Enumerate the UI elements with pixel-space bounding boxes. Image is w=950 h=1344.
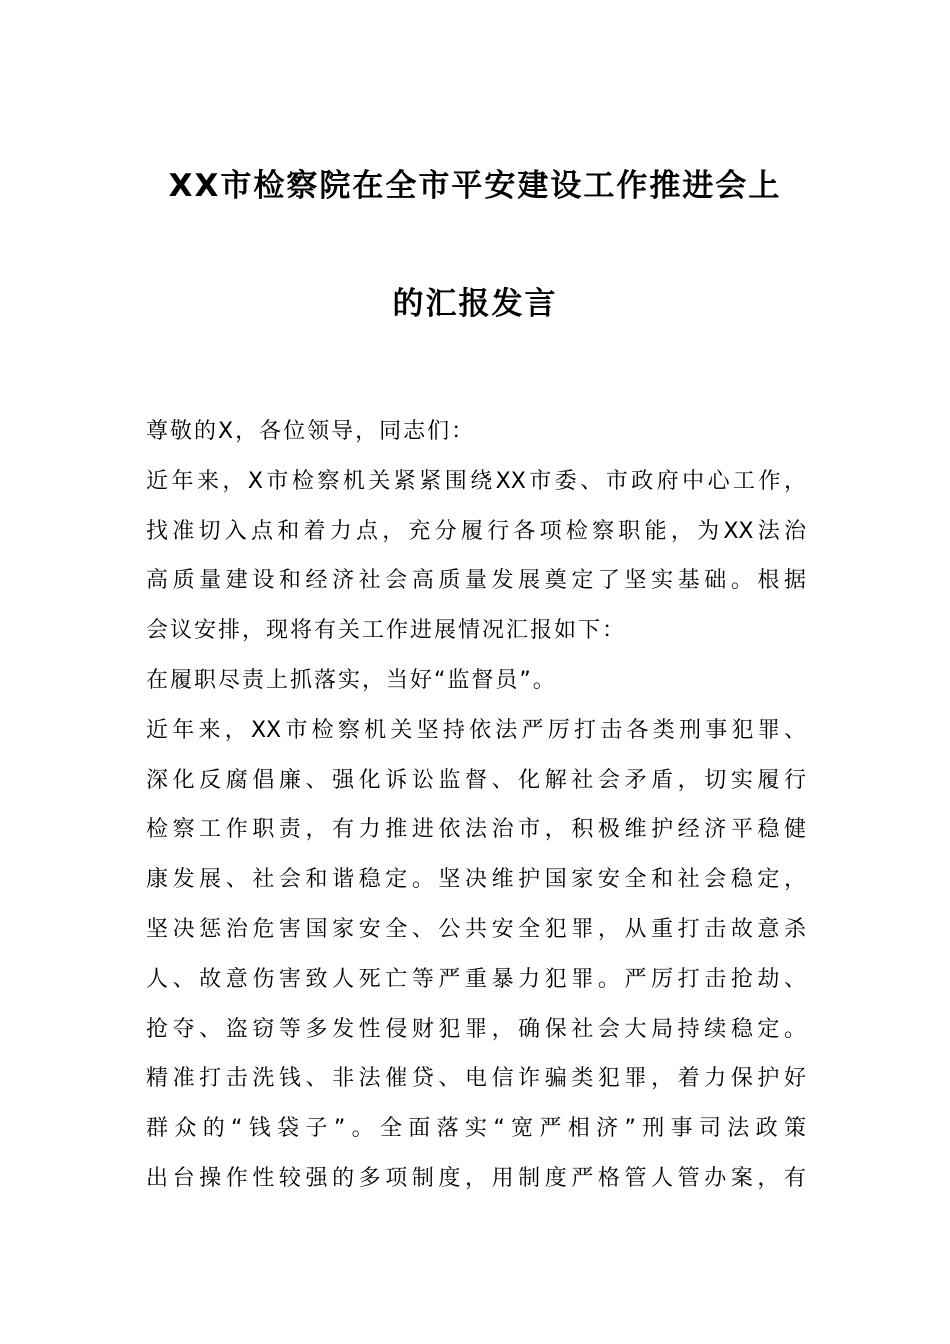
document-title-line-2: 的汇报发言 — [392, 286, 558, 322]
body-line: 会议安排，现将有关工作进展情况汇报如下： — [146, 618, 627, 644]
body-line: 检察工作职责，有力推进依法治市，积极维护经济平稳健 — [146, 817, 806, 843]
body-line: 深化反腐倡廉、强化诉讼监督、化解社会矛盾，切实履行 — [146, 767, 806, 793]
body-line: 高质量建设和经济社会高质量发展奠定了坚实基础。根据 — [146, 568, 806, 594]
document-body — [146, 412, 806, 1209]
salutation: 尊敬的X，各位领导，同志们： — [146, 419, 476, 444]
body-line: 近年来，X市检察机关紧紧围绕XX市委、市政府中心工作， — [146, 468, 806, 494]
body-line: 精准打击洗钱、非法催贷、电信诈骗类犯罪，着力保护好 — [146, 1066, 806, 1092]
body-line: 抢夺、盗窃等多发性侵财犯罪，确保社会大局持续稳定。 — [146, 1016, 806, 1042]
body-line: 近年来，XX市检察机关坚持依法严厉打击各类刑事犯罪、 — [146, 717, 806, 743]
section-heading: 在履职尽责上抓落实，当好“监督员”。 — [146, 667, 557, 693]
body-line: 找准切入点和着力点，充分履行各项检察职能，为XX法治 — [146, 518, 806, 544]
body-line: 坚决惩治危害国家安全、公共安全犯罪，从重打击故意杀 — [146, 916, 806, 942]
body-line: 康发展、社会和谐稳定。坚决维护国家安全和社会稳定， — [146, 867, 806, 893]
document-title-line-1: XX市检察院在全市平安建设工作推进会上 — [168, 168, 782, 204]
body-line: 出台操作性较强的多项制度，用制度严格管人管办案，有 — [146, 1165, 806, 1191]
body-line: 群众的“钱袋子”。全面落实“宽严相济”刑事司法政策 — [146, 1116, 806, 1142]
body-line: 人、故意伤害致人死亡等严重暴力犯罪。严厉打击抢劫、 — [146, 966, 806, 992]
